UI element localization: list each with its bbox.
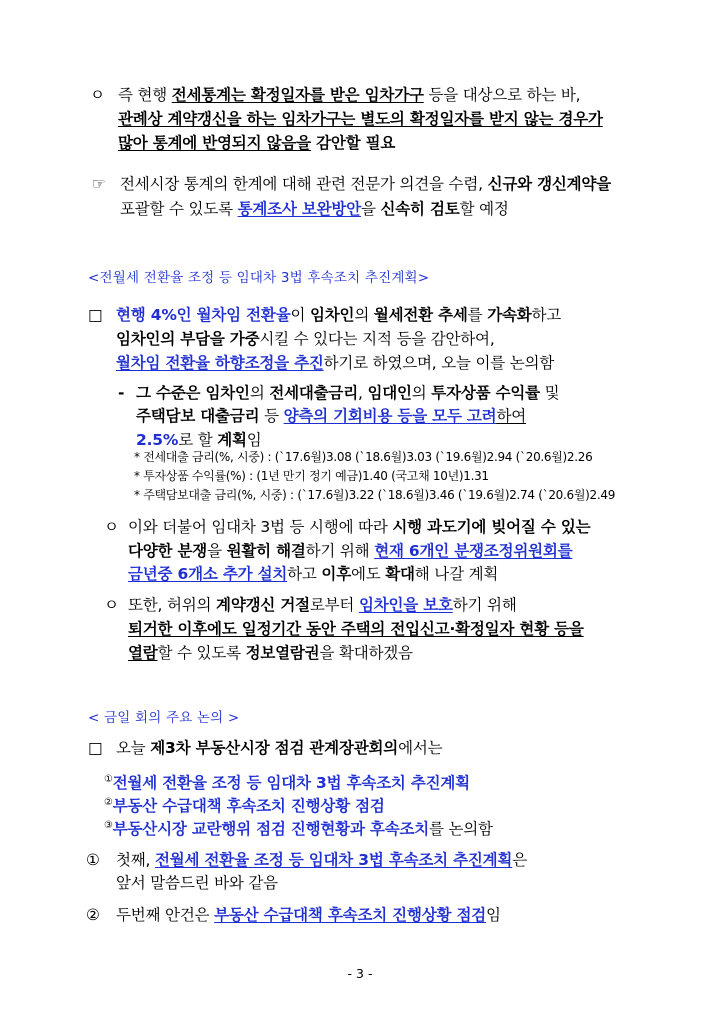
line: 열람할 수 있도록 정보열람권을 확대하겠음 xyxy=(128,644,413,662)
line: 이와 더불어 임대차 3법 등 시행에 따라 시행 과도기에 빚어질 수 있는 xyxy=(128,518,591,536)
circle-marker: ㅇ xyxy=(104,596,119,614)
line: 2.5%로 할 계획임 xyxy=(136,431,262,449)
line: 퇴거한 이후에도 일정기간 동안 주택의 전입신고·확정일자 현황 등을 xyxy=(128,620,584,638)
line: 전세시장 통계의 한계에 대해 관련 전문가 의견을 수렴, 신규와 갱신계약을 xyxy=(120,175,611,193)
line: 많아 통계에 반영되지 않음을 감안할 필요 xyxy=(118,134,396,152)
line: 현행 4%인 월차임 전환율이 임차인의 월세전환 추세를 가속화하고 xyxy=(116,306,562,324)
hand-pointer-icon: ☞ xyxy=(92,175,106,193)
circle-marker: ㅇ xyxy=(90,86,105,104)
line: 임차인의 부담을 가중시킬 수 있다는 지적 등을 감안하여, xyxy=(116,330,495,348)
circle-marker: ㅇ xyxy=(104,518,119,536)
line: 그 수준은 임차인의 전세대출금리, 임대인의 투자상품 수익률 및 xyxy=(136,384,560,402)
line: 금년중 6개소 추가 설치하고 이후에도 확대해 나갈 계획 xyxy=(128,565,499,583)
line: 주택담보 대출금리 등 양측의 기회비용 등을 모두 고려하여 xyxy=(136,407,527,425)
line: 다양한 분쟁을 원활히 해결하기 위해 현재 6개인 분쟁조정위원회를 xyxy=(128,542,573,560)
footnote-investment-yield: * 투자상품 수익률(%) : (1년 만기 정기 예금)1.40 (국고채 10년)1.31 xyxy=(134,469,489,483)
footnote-mortgage-rate: * 주택담보대출 금리(%, 시중) : (`17.6월)3.22 (`18.6월)3.46 (`19.6월)2.74 (`20.6월)2.49 xyxy=(134,488,616,502)
circled-two-marker: ② xyxy=(86,906,100,924)
emph: 전세통계는 확정일자를 받은 임차가구 xyxy=(171,86,424,104)
line: 월차임 전환율 하향조정을 추진하기로 하였으며, 오늘 이를 논의함 xyxy=(116,354,555,372)
dash-marker: - xyxy=(118,384,125,402)
agenda-item: ②부동산 수급대책 후속조치 진행상황 점검 xyxy=(104,797,385,816)
line: 첫째, 전월세 전환율 조정 등 임대차 3법 후속조치 추진계획은 xyxy=(116,851,527,869)
section-heading: < 금일 회의 주요 논의 > xyxy=(88,710,240,726)
page-number: - 3 - xyxy=(347,966,373,981)
agenda-item: ③부동산시장 교란행위 점검 진행현황과 후속조치를 논의함 xyxy=(104,820,493,839)
line: 포괄할 수 있도록 통계조사 보완방안을 신속히 검토할 예정 xyxy=(120,200,509,218)
section-heading: <전월세 전환율 조정 등 임대차 3법 후속조치 추진계획> xyxy=(88,270,430,286)
line: 또한, 허위의 계약갱신 거절로부터 임차인을 보호하기 위해 xyxy=(128,596,517,614)
square-marker: □ xyxy=(88,306,103,324)
line: 두번째 안건은 부동산 수급대책 후속조치 진행상황 점검임 xyxy=(116,906,501,924)
agenda-item: ①전월세 전환율 조정 등 임대차 3법 후속조치 추진계획 xyxy=(104,774,470,793)
line: 오늘 제3차 부동산시장 점검 관계장관회의에서는 xyxy=(116,739,443,757)
line: 즉 현행 전세통계는 확정일자를 받은 임차가구 등을 대상으로 하는 바, xyxy=(118,86,581,104)
square-marker: □ xyxy=(88,739,103,757)
footnote-loan-rate: * 전세대출 금리(%, 시중) : (`17.6월)3.08 (`18.6월)3.03 (`19.6월)2.94 (`20.6월)2.26 xyxy=(134,450,593,464)
line: 관례상 계약갱신을 하는 임차가구는 별도의 확정일자를 받지 않는 경우가 xyxy=(118,110,603,128)
circled-one-marker: ① xyxy=(86,851,100,869)
line: 앞서 말씀드린 바와 같음 xyxy=(116,874,278,892)
